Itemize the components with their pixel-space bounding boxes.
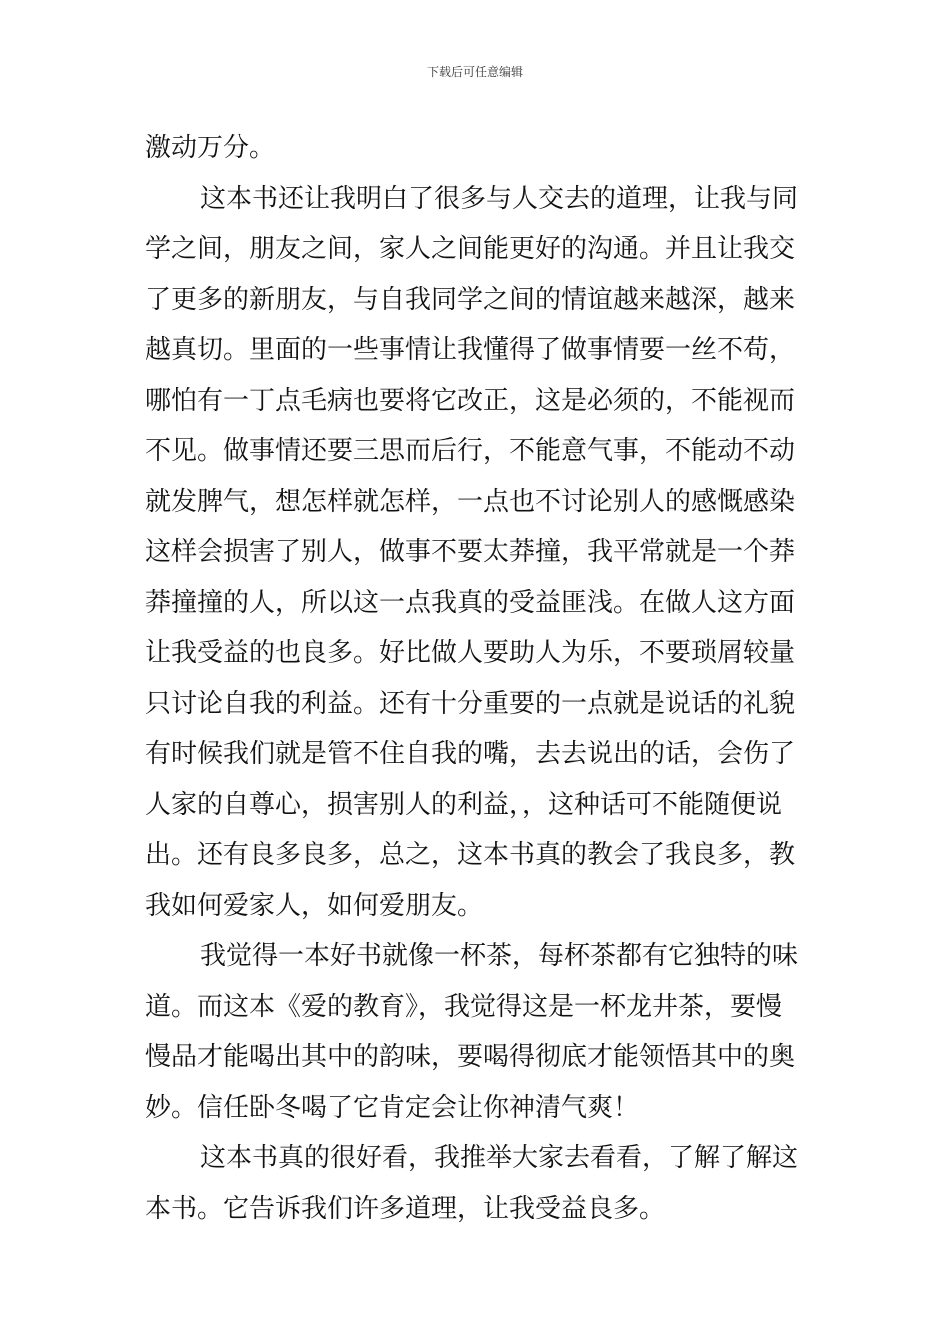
text-line: 激动万分。 xyxy=(145,133,276,163)
text-line: 让我受益的也良多。好比做人要助人为乐，不要琐屑较量 xyxy=(145,638,796,668)
text-line: 道。而这本《爱的教育》，我觉得这是一杯龙井茶，要慢 xyxy=(145,991,783,1022)
paragraph-start-line: 这本书还让我明白了很多与人交去的道理，让我与同 xyxy=(200,183,799,214)
text-line: 人家的自尊心，损害别人的利益，，这种话可不能随便说 xyxy=(145,789,783,820)
text-line: 我如何爱家人，如何爱朋友。 xyxy=(145,890,484,921)
paragraph-start-line: 我觉得一本好书就像一杯茶，每杯茶都有它独特的味 xyxy=(200,941,799,971)
document-body xyxy=(145,123,810,1234)
text-line: 莽撞撞的人，所以这一点我真的受益匪浅。在做人这方面 xyxy=(145,587,796,618)
text-line: 慢品才能喝出其中的韵味，要喝得彻底才能领悟其中的奥 xyxy=(145,1042,796,1072)
text-line: 这样会损害了别人，做事不要太莽撞，我平常就是一个莽 xyxy=(145,537,796,567)
text-line: 只讨论自我的利益。还有十分重要的一点就是说话的礼貌 xyxy=(145,688,796,719)
text-line: 就发脾气，想怎样就怎样，一点也不讨论别人的感慨感染 xyxy=(145,486,796,517)
text-line: 有时候我们就是管不住自我的嘴，去去说出的话，会伤了 xyxy=(145,739,796,769)
paragraph-start-line: 这本书真的很好看，我推举大家去看看，了解了解这 xyxy=(200,1143,799,1173)
text-line: 学之间，朋友之间，家人之间能更好的沟通。并且让我交 xyxy=(145,234,796,264)
text-line: 妙。信任卧冬喝了它肯定会让你神清气爽！ xyxy=(145,1092,640,1123)
text-line: 不见。做事情还要三思而后行，不能意气事，不能动不动 xyxy=(145,436,796,466)
text-line: 哪怕有一丁点毛病也要将它改正，这是必须的，不能视而 xyxy=(145,385,796,416)
page-header: 下载后可任意编辑 xyxy=(426,65,523,79)
text-line: 越真切。里面的一些事情让我懂得了做事情要一丝不苟， xyxy=(145,335,796,365)
text-line: 了更多的新朋友，与自我同学之间的情谊越来越深，越来 xyxy=(145,284,796,315)
text-line: 出。还有良多良多，总之，这本书真的教会了我良多，教 xyxy=(145,840,796,870)
text-line: 本书。它告诉我们许多道理，让我受益良多。 xyxy=(145,1193,666,1224)
